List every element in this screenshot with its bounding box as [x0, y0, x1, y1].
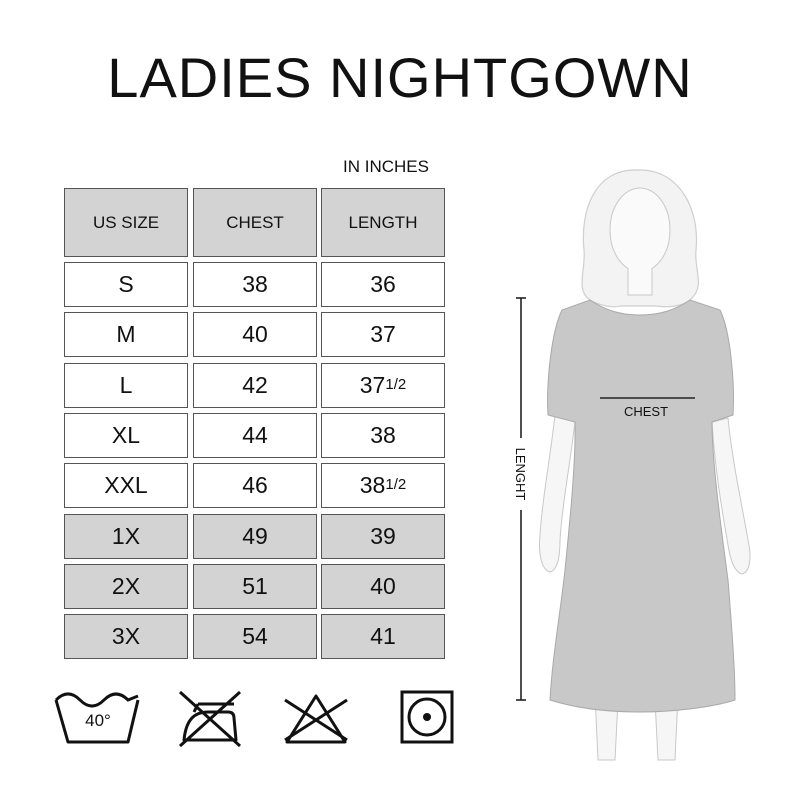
length-cell	[321, 413, 445, 458]
dress-figure	[480, 160, 800, 770]
length-cell	[321, 262, 445, 307]
chest-cell: 51	[193, 564, 317, 609]
face	[610, 188, 670, 272]
size-cell: XXL	[64, 463, 188, 508]
length-cell	[321, 463, 445, 508]
chest-cell: 42	[193, 363, 317, 408]
length-cell	[321, 363, 445, 408]
length-whole: 37	[359, 372, 386, 398]
size-cell: 1X	[64, 514, 188, 559]
length-whole: 38	[370, 422, 396, 448]
header-chest: CHEST	[193, 188, 317, 257]
chest-cell: 40	[193, 312, 317, 357]
size-cell: M	[64, 312, 188, 357]
wash-temp-label: 40°	[85, 711, 111, 730]
do-not-bleach-icon	[283, 690, 349, 748]
length-value	[360, 372, 406, 399]
size-cell: L	[64, 363, 188, 408]
size-cell: S	[64, 262, 188, 307]
chest-cell: 54	[193, 614, 317, 659]
chest-cell: 46	[193, 463, 317, 508]
wash-40-icon	[52, 690, 144, 748]
size-cell: 3X	[64, 614, 188, 659]
length-value	[370, 623, 396, 650]
length-value	[370, 271, 396, 298]
size-cell: XL	[64, 413, 188, 458]
size-cell: 2X	[64, 564, 188, 609]
chest-label: CHEST	[623, 404, 669, 419]
page-title: LADIES NIGHTGOWN	[107, 46, 693, 109]
length-cell	[321, 514, 445, 559]
neck	[628, 268, 652, 295]
length-whole: 36	[370, 271, 396, 297]
chest-cell: 49	[193, 514, 317, 559]
length-whole: 41	[370, 623, 396, 649]
dress	[548, 300, 735, 712]
do-not-iron-icon	[178, 690, 242, 748]
units-label: IN INCHES	[343, 157, 429, 176]
length-whole: 38	[359, 472, 386, 498]
header-us-size: US SIZE	[64, 188, 188, 257]
length-value	[360, 472, 406, 499]
length-whole: 40	[370, 573, 396, 599]
length-cell	[321, 564, 445, 609]
length-value	[370, 573, 396, 600]
chest-cell: 38	[193, 262, 317, 307]
length-value	[370, 523, 396, 550]
length-label: LENGHT	[513, 447, 528, 501]
length-cell	[321, 614, 445, 659]
length-value	[370, 321, 396, 348]
header-length: LENGTH	[321, 188, 445, 257]
tumble-dry-icon	[400, 690, 454, 746]
length-fraction: 1/2	[385, 476, 407, 493]
length-cell	[321, 312, 445, 357]
length-whole: 37	[370, 321, 396, 347]
length-fraction: 1/2	[385, 376, 407, 393]
length-value	[370, 422, 396, 449]
length-whole: 39	[370, 523, 396, 549]
chest-cell: 44	[193, 413, 317, 458]
